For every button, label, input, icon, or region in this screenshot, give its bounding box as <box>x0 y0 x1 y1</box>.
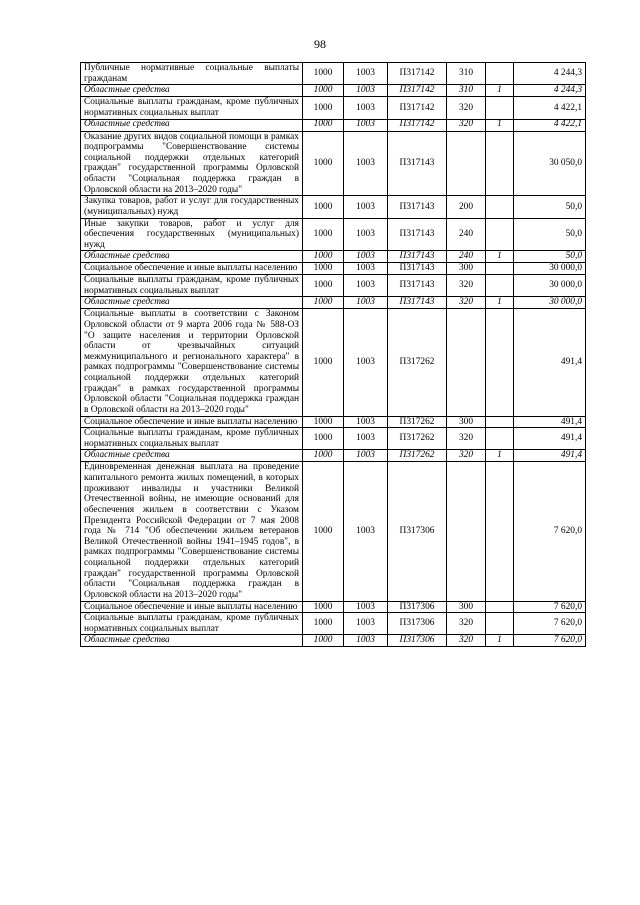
expense-type-cell: 320 <box>447 450 486 462</box>
ministry-code-cell: 1000 <box>303 309 344 416</box>
section-code-cell: 1003 <box>344 85 388 97</box>
funding-source-cell <box>486 309 514 416</box>
table-row <box>81 462 586 601</box>
section-code-cell: 1003 <box>344 97 388 119</box>
row-name-cell: Социальное обеспечение и иные выплаты населению <box>81 601 303 613</box>
target-article-cell: П317142 <box>388 119 447 131</box>
amount-cell: 30 000,0 <box>514 263 586 275</box>
target-article-cell: П317143 <box>388 275 447 297</box>
target-article-cell: П317142 <box>388 97 447 119</box>
funding-source-cell <box>486 263 514 275</box>
funding-source-cell <box>486 416 514 428</box>
row-name-cell: Социальное обеспечение и иные выплаты населению <box>81 416 303 428</box>
row-name-cell: Оказание других видов социальной помощи в рамках подпрограммы "Совершенствование системы социальной поддержки отдельных категорий граждан" государственной программы Орловской области "Социальная поддержка граждан в Орловской области на 2013–2020 годы" <box>81 131 303 196</box>
amount-cell: 7 620,0 <box>514 601 586 613</box>
section-code-cell: 1003 <box>344 416 388 428</box>
amount-cell: 4 422,1 <box>514 97 586 119</box>
amount-cell: 7 620,0 <box>514 613 586 635</box>
target-article-cell: П317262 <box>388 450 447 462</box>
page-number: 98 <box>314 37 326 51</box>
ministry-code-cell: 1000 <box>303 251 344 263</box>
target-article-cell: П317143 <box>388 131 447 196</box>
regional-funds-row <box>81 85 586 97</box>
expense-type-cell <box>447 309 486 416</box>
ministry-code-cell: 1000 <box>303 218 344 251</box>
funding-source-cell <box>486 462 514 601</box>
ministry-code-cell: 1000 <box>303 601 344 613</box>
amount-cell: 7 620,0 <box>514 462 586 601</box>
regional-funds-row <box>81 119 586 131</box>
amount-cell: 50,0 <box>514 218 586 251</box>
section-code-cell: 1003 <box>344 601 388 613</box>
funding-source-cell <box>486 275 514 297</box>
target-article-cell: П317306 <box>388 635 447 647</box>
expense-type-cell <box>447 131 486 196</box>
section-code-cell: 1003 <box>344 196 388 218</box>
table-row <box>81 601 586 613</box>
table-row <box>81 309 586 416</box>
target-article-cell: П317143 <box>388 263 447 275</box>
row-name-cell: Социальные выплаты гражданам, кроме публичных нормативных социальных выплат <box>81 275 303 297</box>
ministry-code-cell: 1000 <box>303 131 344 196</box>
row-name-cell: Областные средства <box>81 85 303 97</box>
target-article-cell: П317142 <box>388 63 447 85</box>
funding-source-cell: 1 <box>486 119 514 131</box>
funding-source-cell <box>486 428 514 450</box>
section-code-cell: 1003 <box>344 218 388 251</box>
row-name-cell: Социальные выплаты гражданам, кроме публичных нормативных социальных выплат <box>81 97 303 119</box>
section-code-cell: 1003 <box>344 119 388 131</box>
section-code-cell: 1003 <box>344 63 388 85</box>
expense-type-cell: 300 <box>447 416 486 428</box>
target-article-cell: П317306 <box>388 613 447 635</box>
expense-type-cell: 320 <box>447 613 486 635</box>
regional-funds-row <box>81 635 586 647</box>
row-name-cell: Социальные выплаты гражданам, кроме публичных нормативных социальных выплат <box>81 613 303 635</box>
expense-type-cell: 240 <box>447 251 486 263</box>
table-row <box>81 263 586 275</box>
table-row <box>81 218 586 251</box>
expense-type-cell: 200 <box>447 196 486 218</box>
funding-source-cell <box>486 601 514 613</box>
section-code-cell: 1003 <box>344 428 388 450</box>
amount-cell: 7 620,0 <box>514 635 586 647</box>
expense-type-cell: 320 <box>447 119 486 131</box>
expense-type-cell: 300 <box>447 601 486 613</box>
table-row <box>81 63 586 85</box>
section-code-cell: 1003 <box>344 275 388 297</box>
ministry-code-cell: 1000 <box>303 428 344 450</box>
expense-type-cell: 320 <box>447 428 486 450</box>
ministry-code-cell: 1000 <box>303 196 344 218</box>
ministry-code-cell: 1000 <box>303 635 344 647</box>
funding-source-cell <box>486 218 514 251</box>
table-row <box>81 131 586 196</box>
budget-table <box>80 62 586 647</box>
budget-table-body <box>81 63 586 647</box>
target-article-cell: П317262 <box>388 428 447 450</box>
funding-source-cell <box>486 97 514 119</box>
ministry-code-cell: 1000 <box>303 613 344 635</box>
amount-cell: 491,4 <box>514 416 586 428</box>
row-name-cell: Областные средства <box>81 450 303 462</box>
row-name-cell: Областные средства <box>81 251 303 263</box>
ministry-code-cell: 1000 <box>303 275 344 297</box>
target-article-cell: П317306 <box>388 601 447 613</box>
amount-cell: 30 000,0 <box>514 297 586 309</box>
amount-cell: 4 244,3 <box>514 85 586 97</box>
row-name-cell: Публичные нормативные социальные выплаты гражданам <box>81 63 303 85</box>
amount-cell: 30 050,0 <box>514 131 586 196</box>
section-code-cell: 1003 <box>344 251 388 263</box>
target-article-cell: П317262 <box>388 416 447 428</box>
table-row <box>81 196 586 218</box>
section-code-cell: 1003 <box>344 131 388 196</box>
row-name-cell: Единовременная денежная выплата на проведение капитального ремонта жилых помещений, в которых проживают инвалиды и участники Великой Отечественной войны, не имеющие оснований для обеспечения жильем в соответствии с Указом Президента Российской Федерации от 7 мая 2008 года № 714 "Об обеспечении жильем ветеранов Великой Отечественной войны 1941–1945 годов", в рамках подпрограммы "Совершенствование системы социальной поддержки отдельных категорий граждан" государственной программы Орловской области "Социальная поддержка граждан в Орловской области на 2013–2020 годы" <box>81 462 303 601</box>
table-row <box>81 428 586 450</box>
funding-source-cell: 1 <box>486 297 514 309</box>
row-name-cell: Закупка товаров, работ и услуг для государственных (муниципальных) нужд <box>81 196 303 218</box>
amount-cell: 4 244,3 <box>514 63 586 85</box>
amount-cell: 50,0 <box>514 251 586 263</box>
ministry-code-cell: 1000 <box>303 119 344 131</box>
target-article-cell: П317143 <box>388 196 447 218</box>
funding-source-cell: 1 <box>486 85 514 97</box>
section-code-cell: 1003 <box>344 309 388 416</box>
table-row <box>81 416 586 428</box>
section-code-cell: 1003 <box>344 297 388 309</box>
row-name-cell: Областные средства <box>81 635 303 647</box>
funding-source-cell <box>486 131 514 196</box>
funding-source-cell <box>486 613 514 635</box>
ministry-code-cell: 1000 <box>303 97 344 119</box>
expense-type-cell: 320 <box>447 275 486 297</box>
row-name-cell: Иные закупки товаров, работ и услуг для обеспечения государственных (муниципальных) нужд <box>81 218 303 251</box>
expense-type-cell: 310 <box>447 63 486 85</box>
expense-type-cell: 300 <box>447 263 486 275</box>
ministry-code-cell: 1000 <box>303 85 344 97</box>
amount-cell: 491,4 <box>514 450 586 462</box>
funding-source-cell <box>486 196 514 218</box>
table-row <box>81 613 586 635</box>
row-name-cell: Социальные выплаты в соответствии с Законом Орловской области от 9 марта 2006 года № 588-ОЗ "О защите населения и территории Орловской области от чрезвычайных ситуаций межмуниципального и регионального характера" в рамках подпрограммы "Совершенствование системы социальной поддержки отдельных категорий граждан" в рамках государственной программы Орловской области "Социальная поддержка граждан в Орловской области на 2013–2020 годы" <box>81 309 303 416</box>
expense-type-cell: 320 <box>447 635 486 647</box>
expense-type-cell: 320 <box>447 297 486 309</box>
regional-funds-row <box>81 297 586 309</box>
row-name-cell: Социальное обеспечение и иные выплаты населению <box>81 263 303 275</box>
table-row <box>81 97 586 119</box>
funding-source-cell <box>486 63 514 85</box>
section-code-cell: 1003 <box>344 635 388 647</box>
amount-cell: 491,4 <box>514 309 586 416</box>
ministry-code-cell: 1000 <box>303 462 344 601</box>
section-code-cell: 1003 <box>344 450 388 462</box>
ministry-code-cell: 1000 <box>303 450 344 462</box>
ministry-code-cell: 1000 <box>303 263 344 275</box>
ministry-code-cell: 1000 <box>303 416 344 428</box>
target-article-cell: П317143 <box>388 297 447 309</box>
target-article-cell: П317306 <box>388 462 447 601</box>
funding-source-cell: 1 <box>486 635 514 647</box>
row-name-cell: Областные средства <box>81 297 303 309</box>
expense-type-cell: 320 <box>447 97 486 119</box>
regional-funds-row <box>81 251 586 263</box>
target-article-cell: П317262 <box>388 309 447 416</box>
expense-type-cell <box>447 462 486 601</box>
target-article-cell: П317143 <box>388 251 447 263</box>
section-code-cell: 1003 <box>344 613 388 635</box>
target-article-cell: П317143 <box>388 218 447 251</box>
amount-cell: 50,0 <box>514 196 586 218</box>
table-row <box>81 275 586 297</box>
expense-type-cell: 240 <box>447 218 486 251</box>
section-code-cell: 1003 <box>344 263 388 275</box>
amount-cell: 491,4 <box>514 428 586 450</box>
ministry-code-cell: 1000 <box>303 63 344 85</box>
ministry-code-cell: 1000 <box>303 297 344 309</box>
amount-cell: 30 000,0 <box>514 275 586 297</box>
row-name-cell: Социальные выплаты гражданам, кроме публичных нормативных социальных выплат <box>81 428 303 450</box>
regional-funds-row <box>81 450 586 462</box>
amount-cell: 4 422,1 <box>514 119 586 131</box>
section-code-cell: 1003 <box>344 462 388 601</box>
funding-source-cell: 1 <box>486 251 514 263</box>
funding-source-cell: 1 <box>486 450 514 462</box>
row-name-cell: Областные средства <box>81 119 303 131</box>
target-article-cell: П317142 <box>388 85 447 97</box>
expense-type-cell: 310 <box>447 85 486 97</box>
